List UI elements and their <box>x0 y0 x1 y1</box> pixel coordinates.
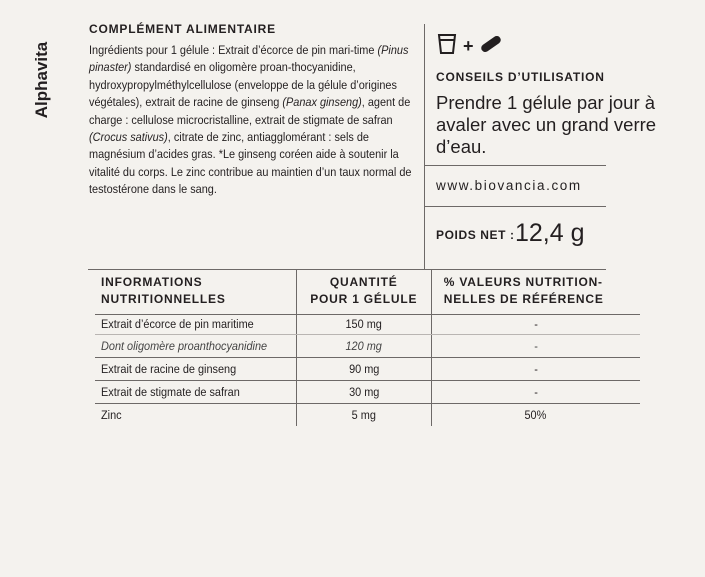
ingredients-latin: (Pinus pinaster) <box>89 43 409 75</box>
row-quantity <box>296 358 431 381</box>
row-reference <box>431 381 640 404</box>
ingredients-part: , agent de charge : cellulose microcristalline, extrait de stigmate de safran <box>89 95 411 127</box>
capsule-icon <box>480 35 502 58</box>
ingredients-part: Ingrédients pour 1 gélule : Extrait d’écorce de pin mari-time <box>89 43 378 57</box>
row-name-text: Zinc <box>101 407 122 422</box>
header-line: % VALEURS NUTRITION- <box>443 275 603 289</box>
row-reference <box>431 315 640 335</box>
advice-title: CONSEILS D’UTILISATION <box>436 70 605 84</box>
usage-icons <box>437 33 502 60</box>
row-quantity-text: 150 mg <box>345 317 382 331</box>
row-name-text: Extrait de stigmate de safran <box>101 384 240 399</box>
header-line: NUTRITIONNELLES <box>101 292 226 306</box>
row-reference <box>431 404 640 427</box>
row-name-text: Extrait d’écorce de pin maritime <box>101 317 254 331</box>
row-name <box>95 315 296 335</box>
table-row <box>95 404 640 427</box>
nutrition-table <box>95 270 640 426</box>
ingredients-latin: (Panax ginseng) <box>282 95 362 110</box>
row-reference-text: 50% <box>524 407 547 422</box>
brand-label: Alphavita <box>32 41 51 119</box>
table-row <box>95 315 640 335</box>
brand-name <box>22 30 62 130</box>
glass-icon <box>437 33 457 60</box>
ingredients-text <box>89 42 419 199</box>
header-line: NELLES DE RÉFÉRENCE <box>443 292 604 306</box>
row-reference-text: - <box>533 384 538 399</box>
header-line: POUR 1 GÉLULE <box>310 292 418 306</box>
row-quantity <box>296 335 431 358</box>
ingredients-title: COMPLÉMENT ALIMENTAIRE <box>89 22 276 36</box>
row-reference-text: - <box>533 317 538 331</box>
row-reference <box>431 358 640 381</box>
row-name <box>95 335 296 358</box>
ingredients-section <box>89 22 419 199</box>
plus-icon: + <box>463 36 474 56</box>
row-quantity-text: 90 mg <box>348 361 379 376</box>
row-reference <box>431 335 640 358</box>
net-weight-value: 12,4 g <box>515 219 585 247</box>
header-reference-values <box>431 270 640 315</box>
header-line: INFORMATIONS <box>101 275 203 289</box>
row-quantity-text: 30 mg <box>348 384 379 399</box>
table-row <box>95 381 640 404</box>
table-header-row <box>95 270 640 315</box>
ingredients-part: , citrate de zinc, antiagglomérant : sels de magnésium d’acides gras. *Le ginseng coréen aide à soutenir la vitalité du corps. Le zinc contribue au maintien d’un taux normal de testostérone dans le sang. <box>89 130 412 197</box>
net-weight-label: POIDS NET : <box>436 228 515 242</box>
website-link[interactable]: www.biovancia.com <box>436 178 582 193</box>
row-name-text: Dont oligomère proanthocyanidine <box>101 338 268 353</box>
advice-divider-vertical <box>424 24 425 270</box>
row-quantity <box>296 315 431 335</box>
advice-divider-2 <box>424 206 606 207</box>
row-name <box>95 381 296 404</box>
row-reference-text: - <box>533 361 538 376</box>
advice-text: Prendre 1 gélule par jour à avaler avec un grand verre d’eau. <box>436 92 657 157</box>
header-quantity <box>296 270 431 315</box>
row-quantity-text: 5 mg <box>351 407 376 422</box>
ingredients-part: standardisé en oligomère proan-thocyanidine, hydroxypropylméthylcellulose (enveloppe de la gélule d’origines végétales), extrait de racine de ginseng <box>89 60 397 110</box>
header-line: QUANTITÉ <box>329 275 398 289</box>
row-name <box>95 358 296 381</box>
row-name-text: Extrait de racine de ginseng <box>101 361 237 376</box>
ingredients-latin: (Crocus sativus) <box>89 130 168 145</box>
row-reference-text: - <box>533 338 538 353</box>
advice-divider-1 <box>424 165 606 166</box>
row-quantity <box>296 404 431 427</box>
table-row <box>95 335 640 358</box>
row-quantity-text: 120 mg <box>345 338 382 353</box>
row-quantity <box>296 381 431 404</box>
header-nutrition-info <box>95 270 296 315</box>
row-name <box>95 404 296 427</box>
table-row <box>95 358 640 381</box>
